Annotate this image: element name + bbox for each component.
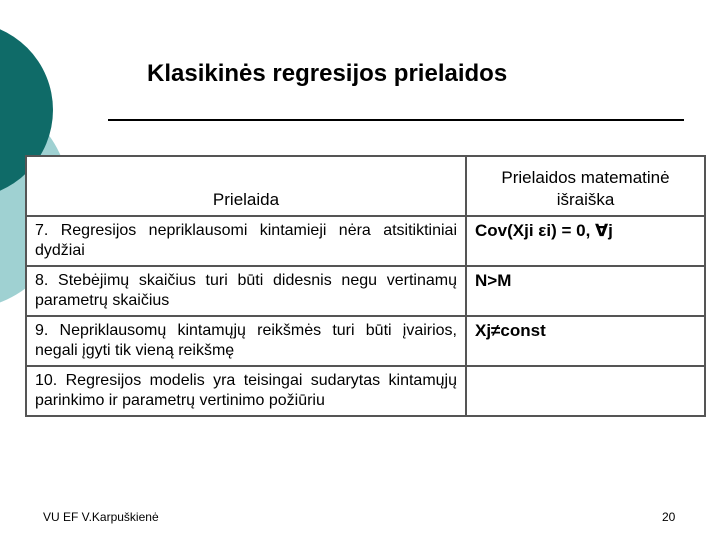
table-header-row [26, 156, 705, 216]
math-expression: Xj≠const [466, 316, 705, 366]
assumption-text: 7. Regresijos nepriklausomi kintamieji nėra atsitiktiniai dydžiai [26, 216, 466, 266]
assumption-text: 8. Stebėjimų skaičius turi būti didesnis negu vertinamų parametrų skaičius [26, 266, 466, 316]
table-row [26, 366, 705, 416]
header-israiska: Prielaidos matematinė išraiška [466, 156, 705, 216]
math-expression: N>M [466, 266, 705, 316]
assumption-text: 10. Regresijos modelis yra teisingai sudarytas kintamųjų parinkimo ir parametrų vertinimo požiūriu [26, 366, 466, 416]
footer-author: VU EF V.Karpuškienė [43, 510, 159, 524]
math-expression: Cov(Xji εi) = 0, ∀j [466, 216, 705, 266]
table-row [26, 316, 705, 366]
header-prielaida: Prielaida [26, 156, 466, 216]
page-number: 20 [662, 510, 676, 524]
math-expression [466, 366, 705, 416]
table-row [26, 266, 705, 316]
assumption-text: 9. Nepriklausomų kintamųjų reikšmės turi būti įvairios, negali įgyti tik vieną reikšmę [26, 316, 466, 366]
assumptions-table [25, 155, 706, 417]
slide-title: Klasikinės regresijos prielaidos [147, 60, 508, 87]
title-underline [108, 119, 684, 121]
table-row [26, 216, 705, 266]
